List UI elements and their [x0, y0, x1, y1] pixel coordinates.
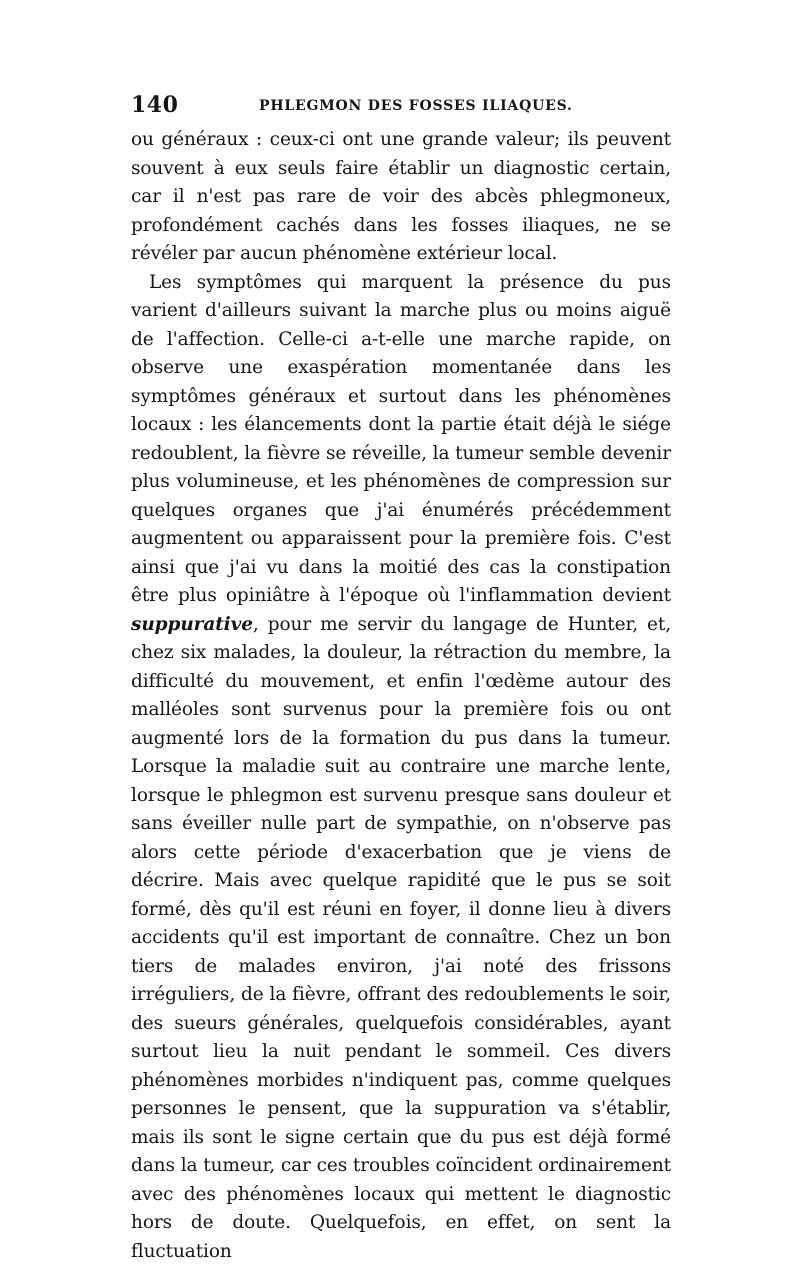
paragraph-text-after-emphasis: , pour me servir du langage de Hunter, et, chez six malades, la douleur, la rétraction du membre, la difficulté du mouvement, et enfin l'œdème autour des malléoles sont survenus pour la première fois ou ont augmenté lors de la formation du pus dans la tumeur. Lorsque la maladie suit au contraire une marche lente, lorsque le phlegmon est survenu presque sans douleur et sans éveiller nulle part de sympathie, on n'observe pas alors cette période d'exacerbation que je viens de décrire. Mais avec quelque rapidité que le pus se soit formé, dès qu'il est réuni en foyer, il donne lieu à divers accidents qu'il est important de connaître. Chez un bon tiers de malades environ, j'ai noté des frissons irréguliers, de la fièvre, offrant des redoublements le soir, des sueurs générales, quelquefois considérables, ayant surtout lieu la nuit pendant le sommeil. Ces divers phénomènes morbides n'indiquent pas, comme quelques personnes le pensent, que la suppuration va s'établir, mais ils sont le signe certain que du pus est déjà formé dans la tumeur, car ces troubles coïncident ordinairement avec des phénomènes locaux qui mettent le diagnostic hors de doute. Quelquefois, en effet, on sent la fluctuation [131, 614, 671, 1262]
running-title: PHLEGMON DES FOSSES ILIAQUES. [259, 98, 573, 114]
paragraph-text-before-emphasis: Les symptômes qui marquent la présence du pus varient d'ailleurs suivant la marche plus ou moins aiguë de l'affection. Celle-ci a-t-elle une marche rapide, on observe une exaspération momentanée dans les symptômes généraux et surtout dans les phénomènes locaux : les élancements dont la partie était déjà le siége redoublent, la fièvre se réveille, la tumeur semble devenir plus volumineuse, et les phénomènes de compression sur quelques organes que j'ai énumérés précédemment augmentent ou apparaissent pour la première fois. C'est ainsi que j'ai vu dans la moitié des cas la constipation être plus opiniâtre à l'époque où l'inflammation devient [131, 272, 671, 607]
paragraph-symptoms [131, 269, 671, 1266]
body-text [131, 126, 671, 1266]
page-number: 140 [131, 92, 178, 118]
emphasized-term: suppurative [131, 614, 253, 635]
paragraph-continued: ou généraux : ceux-ci ont une grande valeur; ils peuvent souvent à eux seuls faire établir un diagnostic certain, car il n'est pas rare de voir des abcès phlegmoneux, profondément cachés dans les fosses iliaques, ne se révéler par aucun phénomène extérieur local. [131, 126, 671, 269]
running-head [131, 92, 671, 122]
